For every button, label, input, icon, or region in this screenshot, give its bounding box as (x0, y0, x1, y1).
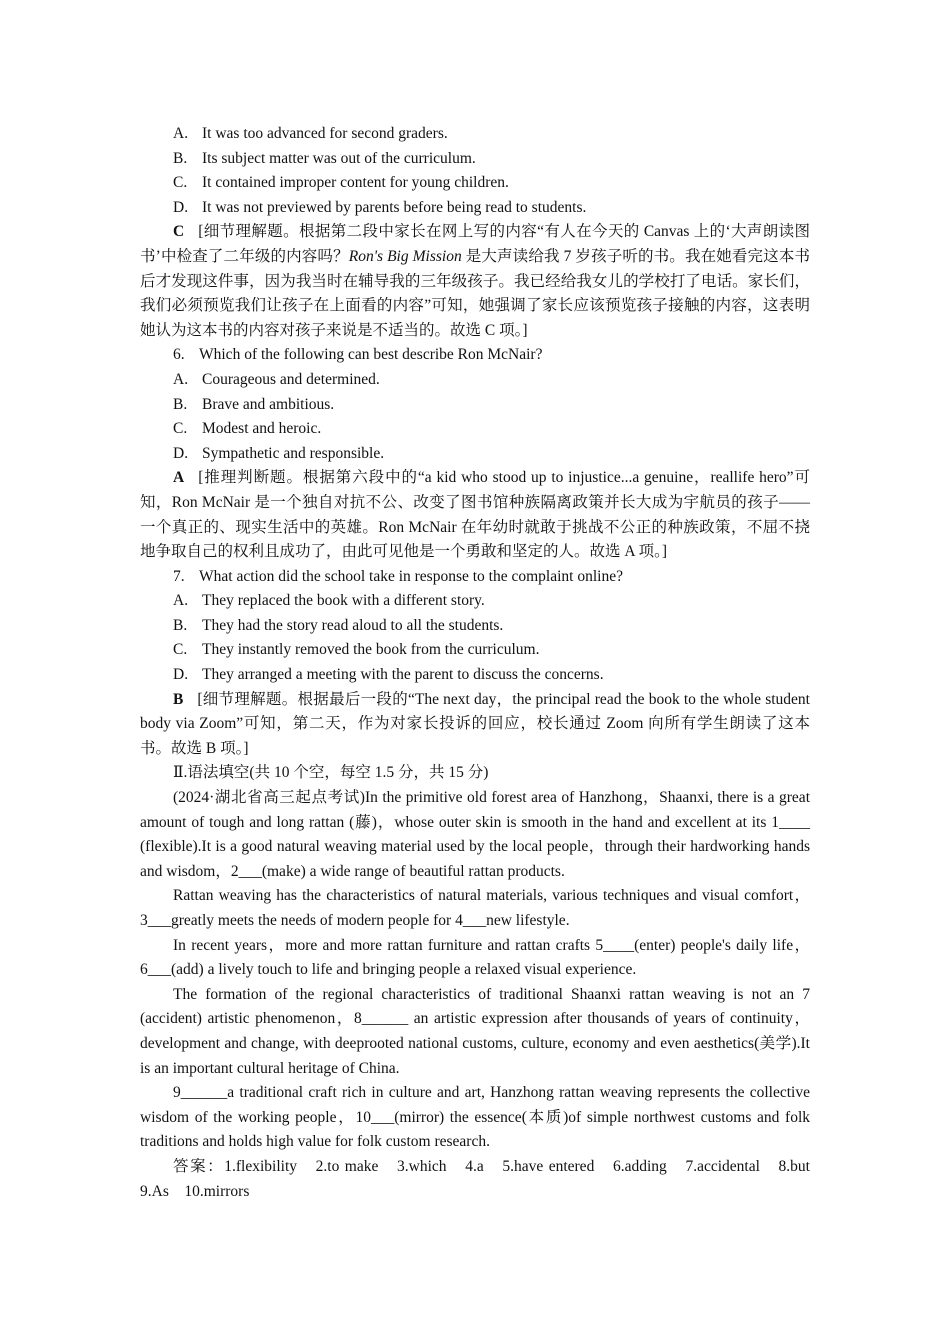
q5-option-a[interactable]: A. It was too advanced for second graders. (173, 125, 448, 142)
q7-answer: B (173, 690, 184, 708)
passage-paragraph-1: (2024·湖北省高三起点考试)In the primitive old forest area of Hanzhong，Shaanxi, there is a great amount of tough and long rattan (藤)，whose outer skin is smooth in the hand and excellent at its 1____ (flexible).It is a good natural weaving material used by the local people，through their hardworking hands and wisdom，2___(make) a wide range of beautiful rattan products. (140, 789, 810, 880)
q5-option-d[interactable]: D. It was not previewed by parents before being read to students. (173, 198, 587, 216)
q7-stem: 7. What action did the school take in response to the complaint online? (173, 567, 623, 585)
q5-answer: C (173, 223, 185, 241)
q6-stem: 6. Which of the following can best describe Ron McNair? (173, 346, 543, 364)
q5-explanation: C [细节理解题。根据第二段中家长在网上写的内容“有人在今天的 Canvas 上的‘大声朗读图书’中检查了二年级的内容吗？Ron's Big Mission 是大声读给我 7 岁孩子听的书。我在她看完这本书后才发现这件事，因为我当时在辅导我的三年级孩子。我已经给我女儿的学校打了电话。家长们，我们必须预览我们让孩子在上面看的内容”可知，她强调了家长应该预览孩子接触的内容，这表明她认为这本书的内容对孩子来说是不适当的。故选 C 项。] (140, 223, 810, 339)
answer-key (140, 1155, 826, 1204)
passage-paragraph-5: 9______a traditional craft rich in culture and art, Hanzhong rattan weaving represents the collective wisdom of the working people，10___(mirror) the essence(本质)of simple northwest customs and folk traditions and holds high value for folk custom research. (140, 1084, 810, 1151)
passage-paragraph-4: The formation of the regional characteristics of traditional Shaanxi rattan weaving is not an 7 (accident) artistic phenomenon，8______ an artistic expression after thousands of years of continuity，development and change, with deeprooted national customs, culture, economy and even aesthetics(美学).It is an important cultural heritage of China. (140, 985, 810, 1077)
document-page (140, 122, 826, 1204)
q7-option-b[interactable]: B. They had the story read aloud to all the students. (173, 616, 504, 634)
q7-explanation: B [细节理解题。根据最后一段的“The next day，the principal read the book to the whole student body via Zoom”可知，第二天，作为对家长投诉的回应，校长通过 Zoom 向所有学生朗读了这本书。故选 B 项。] (140, 690, 810, 757)
q6-option-d[interactable]: D. Sympathetic and responsible. (173, 444, 385, 462)
answer-key-values: 1.flexibility 2.to make 3.which 4.a 5.have entered 6.adding 7.accidental 8.but 9.As 10.mirrors (140, 1157, 826, 1200)
q6-answer: A (173, 469, 185, 487)
q7-option-a[interactable]: A. They replaced the book with a different story. (173, 592, 485, 610)
q6-option-c[interactable]: C. Modest and heroic. (173, 420, 322, 438)
q7-option-d[interactable]: D. They arranged a meeting with the parent to discuss the concerns. (173, 666, 604, 684)
section-heading: Ⅱ.语法填空(共 10 个空，每空 1.5 分，共 15 分) (173, 764, 489, 782)
answer-key-label: 答案： (173, 1157, 225, 1175)
book-title: Ron's Big Mission (348, 247, 462, 265)
passage-paragraph-2: Rattan weaving has the characteristics of natural materials, various techniques and visual comfort，3___greatly meets the needs of modern people for 4___new lifestyle. (140, 887, 810, 929)
q6-option-b[interactable]: B. Brave and ambitious. (173, 395, 335, 413)
q5-option-c[interactable]: C. It contained improper content for young children. (173, 174, 509, 192)
passage-paragraph-3: In recent years，more and more rattan furniture and rattan crafts 5____(enter) people's daily life，6___(add) a lively touch to life and bringing people a relaxed visual experience. (140, 936, 810, 979)
q5-option-b[interactable]: B. Its subject matter was out of the curriculum. (173, 149, 476, 167)
q6-explanation: A [推理判断题。根据第六段中的“a kid who stood up to injustice...a genuine，reallife hero”可知，Ron McNair 是一个独自对抗不公、改变了图书馆种族隔离政策并长大成为宇航员的孩子——一个真正的、现实生活中的英雄。Ron McNair 在年幼时就敢于挑战不公正的种族政策，不屈不挠地争取自己的权利且成功了，由此可见他是一个勇敢和坚定的人。故选 A 项。] (140, 469, 810, 561)
q7-option-c[interactable]: C. They instantly removed the book from the curriculum. (173, 641, 540, 659)
q6-option-a[interactable]: A. Courageous and determined. (173, 370, 380, 388)
